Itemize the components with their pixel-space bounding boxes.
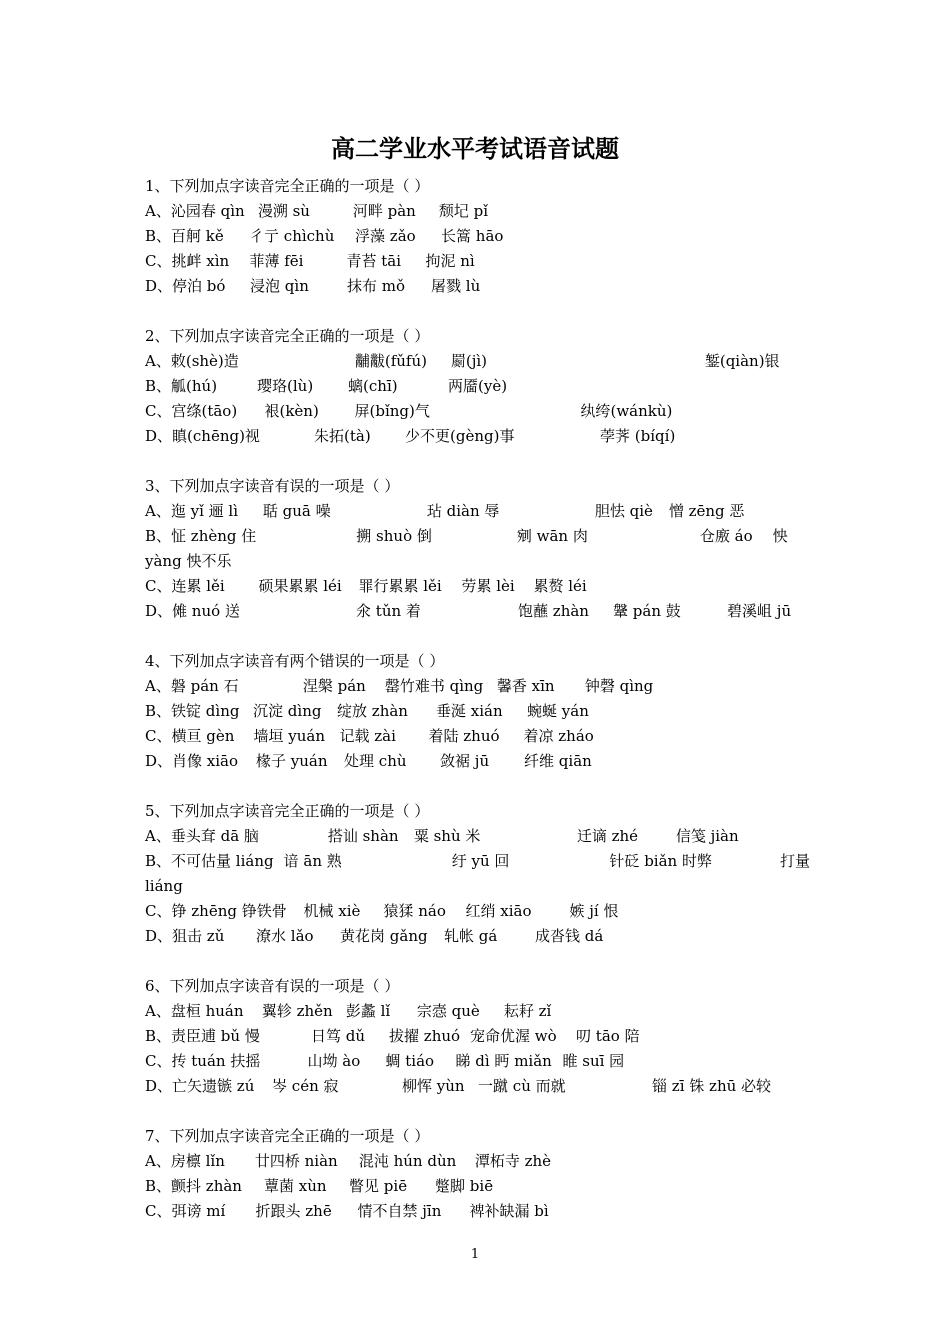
option-item: 睢 suī 园	[562, 1052, 625, 1070]
option-item: 不可估量 liáng	[171, 852, 274, 870]
option-c	[145, 249, 815, 274]
option-label: B、	[145, 227, 172, 245]
option-item: 处理 chù	[344, 752, 407, 770]
option-item: 罽(jì)	[450, 352, 487, 370]
option-item: 肖像 xiāo	[172, 752, 239, 770]
option-item: 垂头耷 dā 脑	[170, 827, 259, 845]
option-item: 椽子 yuán	[256, 752, 328, 770]
option-label: D、	[145, 427, 173, 445]
option-item: 停泊 bó	[172, 277, 226, 295]
option-item: 抹布 mǒ	[347, 277, 406, 295]
option-item: 铁锭 dìng	[171, 702, 240, 720]
option-item: 氽 tǔn 着	[356, 602, 421, 620]
option-item: 猿猱 náo	[383, 902, 446, 920]
option-label: A、	[145, 352, 171, 370]
option-item: 搭讪 shàn	[327, 827, 399, 845]
option-item: 裨补缺漏 bì	[469, 1202, 549, 1220]
option-b	[145, 849, 815, 899]
option-item: 罄竹难书 qìng	[384, 677, 484, 695]
option-label: B、	[145, 1177, 172, 1195]
option-label: D、	[145, 602, 173, 620]
option-a	[145, 349, 815, 374]
option-label: B、	[145, 1027, 172, 1045]
option-item: 彭蠡 lǐ	[345, 1002, 391, 1020]
option-item: 房檩 lǐn	[170, 1152, 225, 1170]
option-item: 蹩脚 biē	[435, 1177, 494, 1195]
option-d	[145, 274, 815, 299]
option-item: 剜 wān 肉	[516, 527, 588, 545]
question-list	[145, 174, 815, 1249]
question-3	[145, 474, 815, 624]
option-c	[145, 574, 815, 599]
option-label: A、	[145, 502, 171, 520]
option-item: 纡 yū 回	[451, 852, 510, 870]
option-item: 鞶 pán 鼓	[613, 602, 681, 620]
option-item: 墙垣 yuán	[253, 727, 325, 745]
option-item: 宠命优渥 wò	[470, 1027, 557, 1045]
option-item: 搠 shuò 倒	[356, 527, 432, 545]
option-item: 怏 yàng 怏不乐	[145, 527, 788, 570]
option-item: 饱蘸 zhàn	[518, 602, 589, 620]
option-item: 廿四桥 niàn	[254, 1152, 338, 1170]
option-item: 胆怯 qiè	[594, 502, 653, 520]
option-item: 着陆 zhuó	[428, 727, 500, 745]
stem-text: 1、下列加点字读音完全正确的一项是（ ）	[145, 177, 430, 195]
question-6	[145, 974, 815, 1099]
option-item: 针砭 biǎn 时弊	[609, 852, 712, 870]
option-item: 纨绔(wánkù)	[580, 402, 673, 420]
option-item: 浮藻 zǎo	[355, 227, 416, 245]
option-b	[145, 224, 815, 249]
option-item: 盘桓 huán	[170, 1002, 244, 1020]
option-b	[145, 1174, 815, 1199]
stem-text: 5、下列加点字读音完全正确的一项是（ ）	[145, 802, 430, 820]
option-label: A、	[145, 1152, 171, 1170]
option-label: A、	[145, 1002, 171, 1020]
option-item: 两靥(yè)	[448, 377, 508, 395]
option-item: 成沓钱 dá	[535, 927, 604, 945]
option-item: 轧帐 gá	[444, 927, 498, 945]
question-2	[145, 324, 815, 449]
option-label: B、	[145, 852, 172, 870]
option-item: 钟磬 qìng	[584, 677, 654, 695]
option-item: 磐 pán 石	[170, 677, 239, 695]
option-item: 青苔 tāi	[346, 252, 402, 270]
option-label: A、	[145, 677, 171, 695]
question-stem	[145, 474, 815, 499]
option-item: 屏(bǐng)气	[354, 402, 430, 420]
option-item: 黄花岗 gǎng	[340, 927, 428, 945]
option-label: C、	[145, 902, 172, 920]
option-c	[145, 1199, 815, 1224]
option-item: 瞋(chēng)视	[172, 427, 260, 445]
option-item: 觚(hú)	[171, 377, 218, 395]
option-item: 蕈菌 xùn	[264, 1177, 327, 1195]
option-item: 拔擢 zhuó	[389, 1027, 461, 1045]
option-item: 打量 liáng	[145, 852, 810, 895]
option-item: 敛裾 jū	[440, 752, 490, 770]
option-b	[145, 524, 815, 574]
option-label: D、	[145, 1077, 173, 1095]
option-item: 蜩 tiáo	[385, 1052, 435, 1070]
option-item: 嫉 jí 恨	[569, 902, 619, 920]
option-label: C、	[145, 577, 172, 595]
stem-text: 7、下列加点字读音完全正确的一项是（ ）	[145, 1127, 430, 1145]
option-item: 记载 zài	[339, 727, 396, 745]
option-item: 玷 diàn 辱	[426, 502, 500, 520]
option-item: 聒 guā 噪	[262, 502, 331, 520]
option-item: 河畔 pàn	[352, 202, 416, 220]
option-item: 敕(shè)造	[170, 352, 239, 370]
option-item: 傩 nuó 送	[172, 602, 240, 620]
option-d	[145, 424, 815, 449]
page-number: 1	[470, 1247, 480, 1262]
option-item: 沁园春 qìn	[170, 202, 245, 220]
option-item: 横亘 gèn	[171, 727, 235, 745]
option-item: 迁谪 zhé	[576, 827, 639, 845]
option-item: 沉淀 dìng	[253, 702, 322, 720]
option-item: 日笃 dǔ	[311, 1027, 366, 1045]
stem-text: 6、下列加点字读音有误的一项是（ ）	[145, 977, 400, 995]
option-item: 錾(qiàn)银	[704, 352, 780, 370]
option-item: 屠戮 lù	[431, 277, 481, 295]
option-item: 潭柘寺 zhè	[474, 1152, 552, 1170]
question-stem	[145, 974, 815, 999]
option-item: 怔 zhèng 住	[171, 527, 257, 545]
option-item: 螭(chī)	[348, 377, 398, 395]
option-item: 信笺 jiàn	[675, 827, 739, 845]
option-item: 璎珞(lù)	[257, 377, 314, 395]
option-item: 劳累 lèi	[461, 577, 515, 595]
option-item: 迤 yǐ 逦 lì	[170, 502, 239, 520]
question-1	[145, 174, 815, 299]
question-4	[145, 649, 815, 774]
option-item: 瞥见 piē	[349, 1177, 408, 1195]
option-item: 少不更(gèng)事	[405, 427, 515, 445]
option-item: 粟 shù 米	[413, 827, 481, 845]
option-item: 硕果累累 léi	[258, 577, 342, 595]
option-d	[145, 599, 815, 624]
option-item: 机械 xiè	[303, 902, 361, 920]
option-a	[145, 824, 815, 849]
option-item: 长篙 hāo	[441, 227, 504, 245]
option-item: 抟 tuán 扶摇	[171, 1052, 261, 1070]
option-item: 挑衅 xìn	[171, 252, 230, 270]
option-label: A、	[145, 827, 171, 845]
option-label: D、	[145, 752, 173, 770]
question-stem	[145, 649, 815, 674]
option-item: 颓圮 pǐ	[438, 202, 489, 220]
option-b	[145, 1024, 815, 1049]
option-item: 拘泥 nì	[425, 252, 475, 270]
option-item: 一蹴 cù 而就	[478, 1077, 566, 1095]
stem-text: 2、下列加点字读音完全正确的一项是（ ）	[145, 327, 430, 345]
option-item: 岑 cén 寂	[272, 1077, 339, 1095]
option-item: 颤抖 zhàn	[171, 1177, 242, 1195]
option-item: 责臣逋 bǔ 慢	[171, 1027, 260, 1045]
option-label: A、	[145, 202, 171, 220]
question-5	[145, 799, 815, 949]
option-label: D、	[145, 927, 173, 945]
option-b	[145, 699, 815, 724]
option-d	[145, 924, 815, 949]
option-item: 仓廒 áo	[699, 527, 753, 545]
document-title: 高二学业水平考试语音试题	[331, 134, 619, 163]
option-item: 百舸 kě	[171, 227, 224, 245]
option-label: B、	[145, 702, 172, 720]
option-item: 潦水 lǎo	[256, 927, 314, 945]
option-item: 山坳 ào	[307, 1052, 361, 1070]
option-item: 荸荠 (bíqí)	[600, 427, 676, 445]
option-c	[145, 1049, 815, 1074]
option-item: 菲薄 fēi	[249, 252, 304, 270]
option-c	[145, 724, 815, 749]
option-item: 叨 tāo 陪	[576, 1027, 640, 1045]
option-item: 情不自禁 jīn	[357, 1202, 442, 1220]
option-item: 彳亍 chìchù	[249, 227, 335, 245]
option-label: C、	[145, 1052, 172, 1070]
option-item: 裉(kèn)	[264, 402, 319, 420]
option-item: 垂涎 xián	[436, 702, 503, 720]
option-item: 狙击 zǔ	[172, 927, 225, 945]
option-item: 碧溪岨 jū	[727, 602, 792, 620]
option-item: 蜿蜒 yán	[527, 702, 589, 720]
option-item: 累赘 léi	[533, 577, 587, 595]
option-item: 弭谤 mí	[171, 1202, 226, 1220]
option-label: C、	[145, 402, 172, 420]
option-d	[145, 749, 815, 774]
option-item: 朱拓(tà)	[314, 427, 371, 445]
option-label: B、	[145, 527, 172, 545]
option-item: 耘耔 zǐ	[503, 1002, 552, 1020]
option-item: 柳恽 yùn	[402, 1077, 465, 1095]
option-item: 馨香 xīn	[496, 677, 555, 695]
question-stem	[145, 174, 815, 199]
stem-text: 4、下列加点字读音有两个错误的一项是（ ）	[145, 652, 445, 670]
option-item: 宗悫 què	[416, 1002, 480, 1020]
option-a	[145, 1149, 815, 1174]
option-item: 铮 zhēng 铮铁骨	[171, 902, 287, 920]
question-7	[145, 1124, 815, 1224]
option-item: 连累 lěi	[171, 577, 225, 595]
option-item: 罪行累累 lěi	[358, 577, 442, 595]
option-item: 纤维 qiān	[524, 752, 592, 770]
option-item: 黼黻(fǔfú)	[354, 352, 427, 370]
option-item: 憎 zēng 恶	[668, 502, 745, 520]
option-item: 折跟头 zhē	[255, 1202, 332, 1220]
option-item: 亡矢遗镞 zú	[172, 1077, 255, 1095]
question-stem	[145, 324, 815, 349]
option-b	[145, 374, 815, 399]
option-item: 着凉 zháo	[523, 727, 594, 745]
question-stem	[145, 1124, 815, 1149]
option-item: 涅槃 pán	[302, 677, 366, 695]
option-label: D、	[145, 277, 173, 295]
option-label: C、	[145, 252, 172, 270]
question-stem	[145, 799, 815, 824]
option-item: 翼轸 zhěn	[261, 1002, 333, 1020]
option-item: 漫溯 sù	[257, 202, 310, 220]
stem-text: 3、下列加点字读音有误的一项是（ ）	[145, 477, 400, 495]
option-a	[145, 674, 815, 699]
option-item: 睇 dì 眄 miǎn	[455, 1052, 552, 1070]
option-label: B、	[145, 377, 172, 395]
option-a	[145, 199, 815, 224]
option-d	[145, 1074, 815, 1099]
option-item: 谙 ān 熟	[283, 852, 342, 870]
option-item: 宫绦(tāo)	[171, 402, 238, 420]
option-a	[145, 499, 815, 524]
option-item: 浸泡 qìn	[250, 277, 309, 295]
option-item: 混沌 hún dùn	[358, 1152, 457, 1170]
option-item: 锱 zī 铢 zhū 必较	[652, 1077, 772, 1095]
option-c	[145, 399, 815, 424]
option-label: C、	[145, 727, 172, 745]
option-c	[145, 899, 815, 924]
option-a	[145, 999, 815, 1024]
option-item: 绽放 zhàn	[337, 702, 408, 720]
option-item: 红绡 xiāo	[465, 902, 532, 920]
option-label: C、	[145, 1202, 172, 1220]
